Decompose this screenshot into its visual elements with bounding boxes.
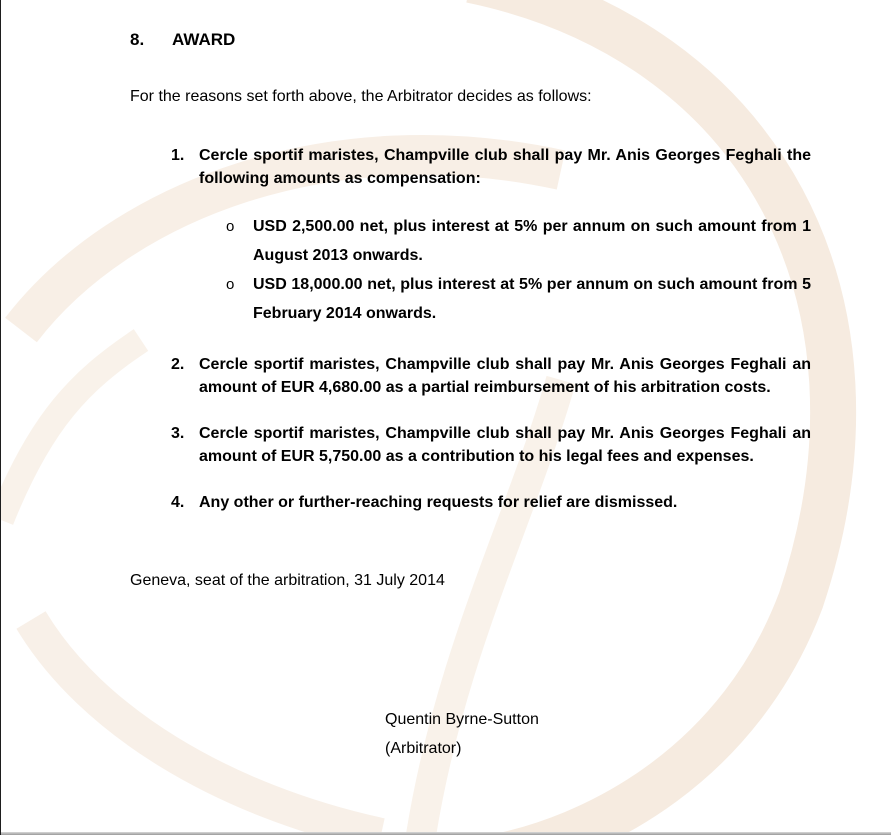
award-item-number: 1. [171, 147, 185, 164]
circle-bullet-icon: o [226, 218, 235, 235]
award-item [171, 353, 811, 399]
place-and-date: Geneva, seat of the arbitration, 31 July 2014 [130, 572, 445, 589]
award-item-text: Cercle sportif maristes, Champville club shall pay Mr. Anis Georges Feghali the following amounts as compensation: [199, 147, 811, 187]
section-number: 8. [130, 30, 145, 49]
compensation-item [199, 212, 811, 270]
arbitrator-role: (Arbitrator) [385, 740, 462, 757]
award-item-text: Cercle sportif maristes, Champville club shall pay Mr. Anis Georges Feghali an amount of EUR 4,680.00 as a partial reimbursement of his arbitration costs. [199, 356, 811, 396]
award-item [171, 144, 811, 328]
award-list [171, 144, 811, 514]
compensation-text: USD 2,500.00 net, plus interest at 5% per annum on such amount from 1 August 2013 onwards. [253, 218, 811, 264]
award-item-number: 4. [171, 494, 185, 511]
award-item-text: Cercle sportif maristes, Champville club shall pay Mr. Anis Georges Feghali an amount of EUR 5,750.00 as a contribution to his legal fees and expenses. [199, 425, 811, 465]
compensation-list [199, 212, 811, 328]
intro-paragraph: For the reasons set forth above, the Arbitrator decides as follows: [130, 88, 592, 105]
circle-bullet-icon: o [226, 276, 235, 293]
arbitrator-name: Quentin Byrne-Sutton [385, 711, 539, 728]
section-title: AWARD [172, 30, 236, 49]
section-heading [130, 30, 235, 50]
signature-block [385, 705, 539, 763]
watermark-arc-5 [1, 340, 141, 520]
award-item-text: Any other or further-reaching requests for relief are dismissed. [199, 494, 678, 511]
award-item-number: 2. [171, 356, 185, 373]
award-item-number: 3. [171, 425, 185, 442]
award-item [171, 422, 811, 468]
compensation-text: USD 18,000.00 net, plus interest at 5% per annum on such amount from 5 February 2014 onwards. [253, 276, 811, 322]
watermark-arc-3 [31, 620, 381, 835]
compensation-item [199, 270, 811, 328]
award-item [171, 491, 811, 514]
